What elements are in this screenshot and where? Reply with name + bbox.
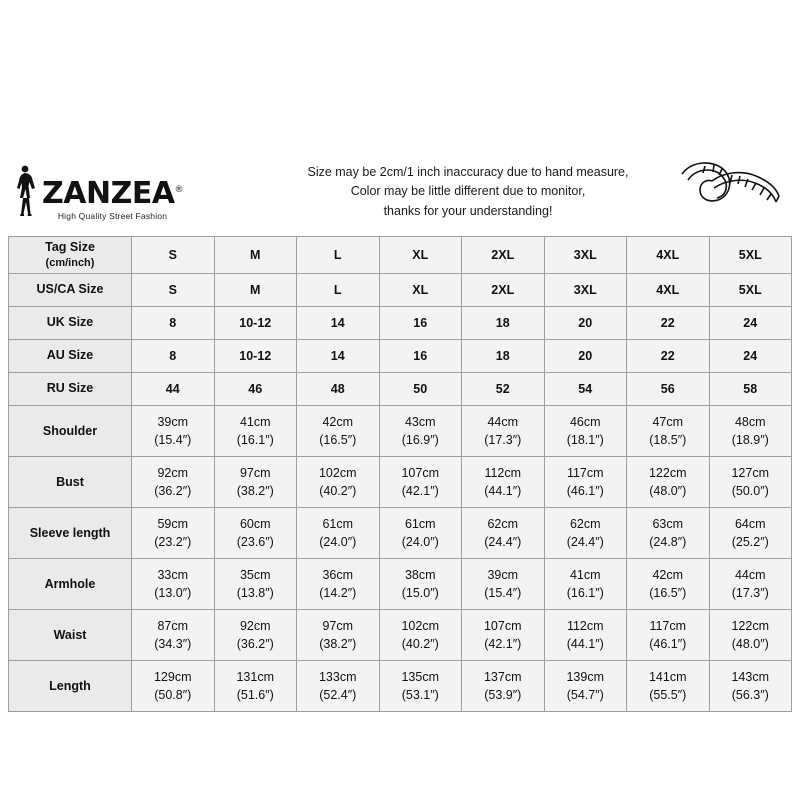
- cell-cm: 44cm: [734, 567, 766, 582]
- cell-inch: (51.6″): [236, 687, 274, 702]
- cell-cm: 46cm: [569, 414, 601, 429]
- cell-value: 5XL: [709, 237, 792, 274]
- table-row: [9, 609, 792, 660]
- cell-value: 20: [544, 306, 627, 339]
- cell-cm: 137cm: [483, 669, 522, 684]
- cell-cm: 47cm: [652, 414, 684, 429]
- cell-value: 16: [379, 339, 462, 372]
- cell-inch: (18.1″): [566, 432, 604, 447]
- cell-cm: 117cm: [649, 618, 687, 633]
- size-chart-body: [9, 237, 792, 712]
- notice-line-3: thanks for your understanding!: [383, 203, 553, 218]
- cell-inch: (42.1″): [484, 636, 522, 651]
- cell-inch: (16.5″): [319, 432, 357, 447]
- cell-inch: (36.2″): [154, 483, 192, 498]
- cell-cm: 35cm: [239, 567, 271, 582]
- table-row: [9, 372, 792, 405]
- cell-value: [214, 456, 297, 507]
- cell-cm: 60cm: [239, 516, 271, 531]
- cell-cm: 38cm: [404, 567, 436, 582]
- cell-value: 4XL: [627, 273, 710, 306]
- cell-value: [627, 609, 710, 660]
- cell-value: 50: [379, 372, 462, 405]
- cell-cm: 42cm: [322, 414, 354, 429]
- cell-cm: 42cm: [652, 567, 684, 582]
- cell-cm: 112cm: [566, 618, 604, 633]
- cell-value: [544, 558, 627, 609]
- cell-cm: 139cm: [566, 669, 605, 684]
- cell-value: [544, 456, 627, 507]
- cell-inch: (17.3″): [731, 585, 769, 600]
- cell-value: [627, 660, 710, 711]
- cell-value: [709, 660, 792, 711]
- cell-value: 10-12: [214, 339, 297, 372]
- row-label: [9, 237, 132, 274]
- table-row: [9, 339, 792, 372]
- cell-value: S: [132, 273, 215, 306]
- cell-value: [379, 507, 462, 558]
- cell-value: [627, 456, 710, 507]
- table-row: [9, 660, 792, 711]
- cell-value: [132, 405, 215, 456]
- cell-inch: (42.1″): [401, 483, 439, 498]
- cell-cm: 102cm: [401, 618, 440, 633]
- cell-inch: (16.9″): [401, 432, 439, 447]
- row-label-main: Tag Size: [45, 240, 95, 254]
- cell-cm: 39cm: [487, 567, 519, 582]
- cell-value: 4XL: [627, 237, 710, 274]
- table-row: [9, 456, 792, 507]
- cell-value: [132, 660, 215, 711]
- cell-value: 24: [709, 339, 792, 372]
- cell-value: S: [132, 237, 215, 274]
- cell-inch: (13.8″): [236, 585, 274, 600]
- cell-cm: 87cm: [157, 618, 189, 633]
- cell-value: 2XL: [462, 273, 545, 306]
- cell-inch: (24.0″): [319, 534, 357, 549]
- cell-cm: 131cm: [236, 669, 275, 684]
- cell-value: [462, 558, 545, 609]
- cell-inch: (15.4″): [484, 585, 522, 600]
- cell-inch: (38.2″): [236, 483, 274, 498]
- cell-value: 16: [379, 306, 462, 339]
- cell-inch: (16.1″): [236, 432, 274, 447]
- cell-inch: (14.2″): [319, 585, 357, 600]
- cell-inch: (40.2″): [401, 636, 439, 651]
- cell-cm: 133cm: [318, 669, 357, 684]
- cell-inch: (54.7″): [566, 687, 604, 702]
- row-label: Shoulder: [9, 405, 132, 456]
- cell-cm: 127cm: [731, 465, 770, 480]
- cell-value: 8: [132, 306, 215, 339]
- cell-inch: (34.3″): [154, 636, 192, 651]
- cell-value: [214, 609, 297, 660]
- cell-inch: (48.0″): [731, 636, 769, 651]
- cell-cm: 41cm: [239, 414, 271, 429]
- cell-value: 18: [462, 339, 545, 372]
- cell-inch: (25.2″): [731, 534, 769, 549]
- cell-inch: (17.3″): [484, 432, 522, 447]
- cell-value: XL: [379, 273, 462, 306]
- cell-value: 22: [627, 306, 710, 339]
- cell-value: [544, 609, 627, 660]
- cell-cm: 39cm: [157, 414, 189, 429]
- cell-cm: 97cm: [239, 465, 271, 480]
- cell-value: [132, 558, 215, 609]
- cell-value: [709, 507, 792, 558]
- registered-mark: ®: [174, 184, 184, 195]
- cell-value: [379, 456, 462, 507]
- cell-value: [544, 660, 627, 711]
- cell-cm: 107cm: [401, 465, 440, 480]
- row-label: AU Size: [9, 339, 132, 372]
- cell-value: [462, 507, 545, 558]
- cell-inch: (48.0″): [649, 483, 687, 498]
- cell-inch: (24.4″): [566, 534, 604, 549]
- cell-inch: (15.0″): [401, 585, 439, 600]
- cell-cm: 92cm: [157, 465, 189, 480]
- cell-value: 44: [132, 372, 215, 405]
- size-chart-table: [8, 236, 792, 712]
- table-row: [9, 405, 792, 456]
- cell-value: [297, 405, 380, 456]
- cell-value: XL: [379, 237, 462, 274]
- measuring-tape-icon: [652, 154, 782, 228]
- row-label: Waist: [9, 609, 132, 660]
- cell-value: [462, 660, 545, 711]
- cell-value: 46: [214, 372, 297, 405]
- cell-value: 58: [709, 372, 792, 405]
- cell-inch: (23.6″): [236, 534, 274, 549]
- cell-inch: (15.4″): [154, 432, 192, 447]
- cell-inch: (18.5″): [649, 432, 687, 447]
- cell-cm: 141cm: [648, 669, 687, 684]
- cell-value: [379, 405, 462, 456]
- cell-cm: 62cm: [569, 516, 601, 531]
- woman-silhouette-icon: [14, 164, 40, 220]
- chart-header: [8, 148, 792, 236]
- brand-text-block: [42, 175, 184, 221]
- cell-value: L: [297, 237, 380, 274]
- cell-inch: (16.5″): [649, 585, 687, 600]
- cell-value: 10-12: [214, 306, 297, 339]
- cell-value: [379, 609, 462, 660]
- cell-value: [709, 558, 792, 609]
- cell-value: [132, 609, 215, 660]
- cell-value: [627, 405, 710, 456]
- cell-value: [214, 558, 297, 609]
- cell-inch: (46.1″): [649, 636, 687, 651]
- cell-value: [132, 456, 215, 507]
- cell-value: [462, 405, 545, 456]
- cell-cm: 64cm: [734, 516, 766, 531]
- cell-inch: (24.0″): [401, 534, 439, 549]
- cell-cm: 59cm: [157, 516, 189, 531]
- cell-inch: (56.3″): [731, 687, 769, 702]
- table-row: [9, 237, 792, 274]
- cell-inch: (53.9″): [484, 687, 522, 702]
- size-chart-sheet: [8, 148, 792, 712]
- cell-value: 48: [297, 372, 380, 405]
- cell-value: 52: [462, 372, 545, 405]
- cell-inch: (44.1″): [566, 636, 604, 651]
- cell-cm: 43cm: [404, 414, 436, 429]
- cell-inch: (40.2″): [319, 483, 357, 498]
- cell-value: 5XL: [709, 273, 792, 306]
- cell-cm: 143cm: [731, 669, 770, 684]
- cell-cm: 122cm: [731, 618, 770, 633]
- cell-cm: 122cm: [648, 465, 687, 480]
- cell-inch: (24.8″): [649, 534, 687, 549]
- cell-value: [709, 609, 792, 660]
- notice-line-1: Size may be 2cm/1 inch inaccuracy due to hand measure,: [307, 164, 629, 179]
- cell-inch: (50.8″): [154, 687, 192, 702]
- cell-value: [379, 660, 462, 711]
- cell-value: [379, 558, 462, 609]
- cell-value: 8: [132, 339, 215, 372]
- cell-value: 14: [297, 339, 380, 372]
- table-row: [9, 306, 792, 339]
- cell-value: [627, 507, 710, 558]
- brand-name: [42, 175, 184, 211]
- cell-value: 22: [627, 339, 710, 372]
- cell-inch: (38.2″): [319, 636, 357, 651]
- cell-value: [214, 405, 297, 456]
- cell-value: [214, 660, 297, 711]
- brand-tagline: High Quality Street Fashion: [57, 210, 168, 221]
- cell-inch: (36.2″): [236, 636, 274, 651]
- cell-inch: (24.4″): [484, 534, 522, 549]
- brand-name-text: ZANZEA: [42, 175, 175, 211]
- cell-inch: (16.1″): [566, 585, 604, 600]
- cell-value: 3XL: [544, 273, 627, 306]
- cell-cm: 129cm: [153, 669, 192, 684]
- cell-cm: 33cm: [157, 567, 189, 582]
- cell-value: [132, 507, 215, 558]
- cell-cm: 36cm: [322, 567, 354, 582]
- cell-cm: 92cm: [239, 618, 271, 633]
- cell-cm: 61cm: [404, 516, 436, 531]
- cell-value: 56: [627, 372, 710, 405]
- cell-value: [297, 558, 380, 609]
- cell-value: 20: [544, 339, 627, 372]
- cell-value: [709, 405, 792, 456]
- cell-cm: 112cm: [484, 465, 522, 480]
- cell-cm: 61cm: [322, 516, 354, 531]
- cell-cm: 41cm: [569, 567, 601, 582]
- row-label: Bust: [9, 456, 132, 507]
- cell-value: [214, 507, 297, 558]
- row-label: Sleeve length: [9, 507, 132, 558]
- notice-line-2: Color may be little different due to monitor,: [350, 184, 586, 199]
- table-row: [9, 558, 792, 609]
- cell-value: 18: [462, 306, 545, 339]
- cell-cm: 107cm: [483, 618, 522, 633]
- cell-value: [544, 405, 627, 456]
- cell-value: 3XL: [544, 237, 627, 274]
- cell-inch: (46.1″): [566, 483, 604, 498]
- cell-inch: (50.0″): [731, 483, 769, 498]
- cell-cm: 97cm: [322, 618, 354, 633]
- cell-value: [297, 507, 380, 558]
- row-label-sub: (cm/inch): [45, 256, 95, 269]
- cell-value: [297, 456, 380, 507]
- cell-cm: 44cm: [487, 414, 519, 429]
- cell-value: [709, 456, 792, 507]
- table-row: [9, 273, 792, 306]
- cell-value: 54: [544, 372, 627, 405]
- cell-inch: (52.4″): [319, 687, 357, 702]
- cell-inch: (55.5″): [649, 687, 687, 702]
- cell-value: [297, 660, 380, 711]
- cell-value: [297, 609, 380, 660]
- cell-value: 24: [709, 306, 792, 339]
- cell-value: [544, 507, 627, 558]
- row-label: US/CA Size: [9, 273, 132, 306]
- cell-cm: 48cm: [734, 414, 766, 429]
- cell-value: [462, 456, 545, 507]
- cell-inch: (18.9″): [731, 432, 769, 447]
- cell-value: [627, 558, 710, 609]
- row-label: Armhole: [9, 558, 132, 609]
- cell-value: 14: [297, 306, 380, 339]
- cell-cm: 62cm: [487, 516, 519, 531]
- cell-inch: (13.0″): [154, 585, 192, 600]
- cell-value: L: [297, 273, 380, 306]
- cell-value: [462, 609, 545, 660]
- cell-value: M: [214, 237, 297, 274]
- cell-cm: 102cm: [318, 465, 357, 480]
- cell-cm: 63cm: [652, 516, 684, 531]
- brand-block: [8, 164, 204, 220]
- row-label: Length: [9, 660, 132, 711]
- cell-cm: 135cm: [401, 669, 440, 684]
- cell-inch: (23.2″): [154, 534, 192, 549]
- cell-value: 2XL: [462, 237, 545, 274]
- row-label: RU Size: [9, 372, 132, 405]
- cell-inch: (44.1″): [484, 483, 522, 498]
- row-label: UK Size: [9, 306, 132, 339]
- cell-inch: (53.1″): [401, 687, 439, 702]
- cell-cm: 117cm: [566, 465, 604, 480]
- table-row: [9, 507, 792, 558]
- cell-value: M: [214, 273, 297, 306]
